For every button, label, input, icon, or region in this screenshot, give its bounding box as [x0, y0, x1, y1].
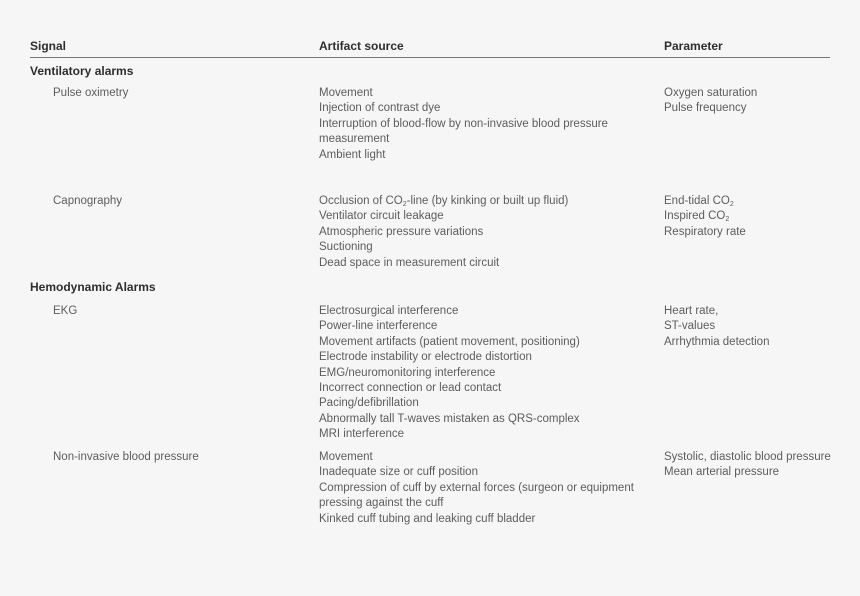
- artifact-list: [319, 194, 654, 271]
- parameter-list: [664, 304, 854, 350]
- artifact-item: Injection of contrast dye: [319, 102, 441, 115]
- parameter-item: Mean arterial pressure: [664, 466, 780, 479]
- artifact-item: Electrosurgical interference: [319, 305, 459, 317]
- artifact-item: Electrode instability or electrode distortion: [319, 351, 532, 364]
- parameter-item: Pulse frequency: [664, 102, 747, 115]
- header-rule: [30, 57, 830, 58]
- artifact-item: Compression of cuff by external forces (surgeon or equipment pressing against the cuff: [319, 481, 634, 510]
- section-title: Hemodynamic Alarms: [30, 280, 156, 294]
- artifact-item: Incorrect connection or lead contact: [319, 382, 502, 395]
- artifact-item: Movement artifacts (patient movement, positioning): [319, 335, 580, 348]
- parameter-item: Oxygen saturation: [664, 87, 758, 99]
- artifact-list: [319, 304, 654, 443]
- artifact-item: Atmospheric pressure variations: [319, 225, 484, 238]
- parameter-item: End-tidal $CO_2$: [664, 195, 734, 208]
- artifact-item: Interruption of blood-flow by non-invasive blood pressure measurement: [319, 117, 608, 146]
- parameter-list: [664, 194, 854, 240]
- artifact-item: Abnormally tall T-waves mistaken as QRS-complex: [319, 412, 580, 425]
- signal-name: Capnography: [53, 195, 123, 207]
- artifact-item: Kinked cuff tubing and leaking cuff bladder: [319, 512, 536, 525]
- artifact-list: [319, 86, 654, 163]
- artifact-list: [319, 450, 654, 527]
- artifact-item: Movement: [319, 87, 373, 99]
- artifact-item: Occlusion of $CO_2$-line (by kinking or built up fluid): [319, 195, 569, 208]
- parameter-item: Systolic, diastolic blood pressure: [664, 451, 831, 463]
- artifact-item: Movement: [319, 451, 373, 463]
- artifact-item: Inadequate size or cuff position: [319, 466, 478, 479]
- parameter-item: ST-values: [664, 320, 716, 333]
- parameter-item: Heart rate,: [664, 305, 719, 317]
- header-artifact-source: Artifact source: [319, 39, 404, 53]
- artifact-item: MRI interference: [319, 428, 405, 441]
- artifact-item: Suctioning: [319, 241, 373, 254]
- artifact-item: Pacing/defibrillation: [319, 397, 419, 410]
- parameter-item: Respiratory rate: [664, 225, 746, 238]
- parameter-item: Inspired $CO_2$: [664, 210, 730, 224]
- artifact-item: Ambient light: [319, 148, 386, 161]
- header-parameter: Parameter: [664, 39, 723, 53]
- signal-name: Non-invasive blood pressure: [53, 451, 199, 463]
- parameter-item: Arrhythmia detection: [664, 335, 770, 348]
- parameter-list: [664, 86, 854, 117]
- parameter-list: [664, 450, 854, 481]
- artifact-item: Ventilator circuit leakage: [319, 210, 444, 223]
- artifact-item: Power-line interference: [319, 320, 438, 333]
- artifact-item: EMG/neuromonitoring interference: [319, 366, 496, 379]
- header-signal: Signal: [30, 39, 67, 53]
- artifact-item: Dead space in measurement circuit: [319, 256, 500, 269]
- signal-name: Pulse oximetry: [53, 87, 129, 99]
- signal-name: EKG: [53, 305, 78, 317]
- section-title: Ventilatory alarms: [30, 64, 134, 78]
